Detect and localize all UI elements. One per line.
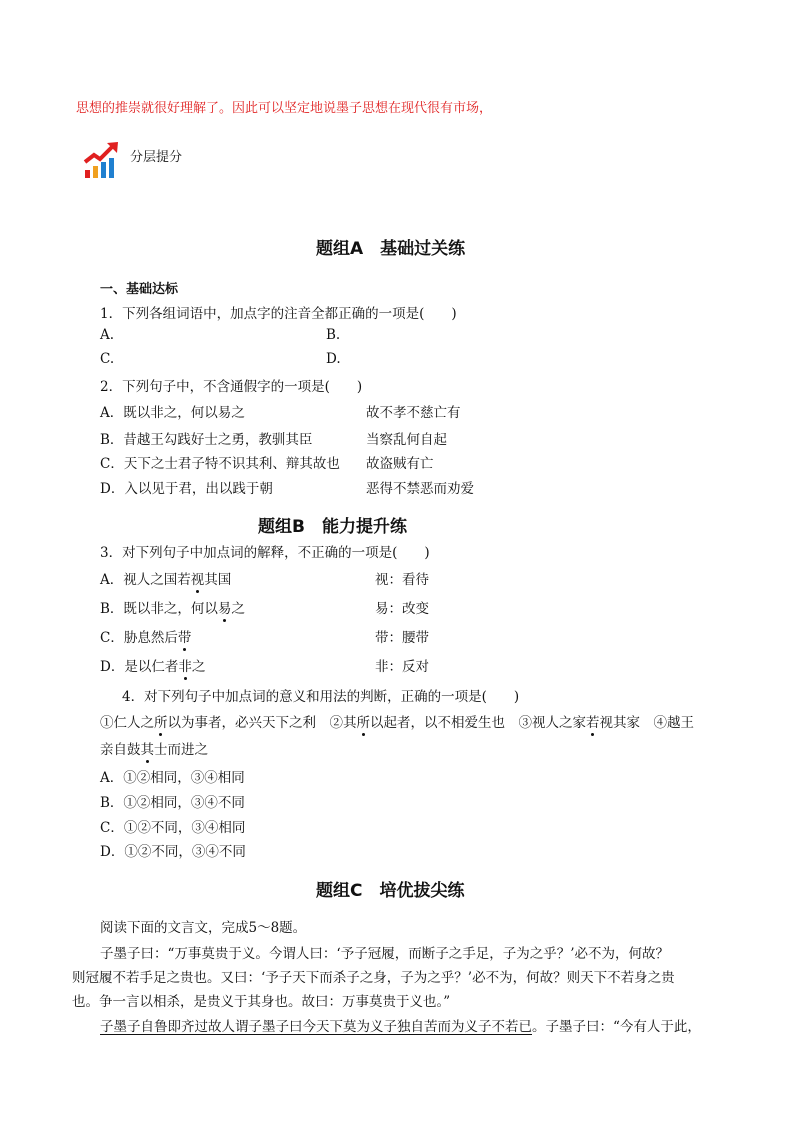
q1-option-a: A.: [100, 327, 115, 343]
q3-option-b: B．既以非之，何以易之: [100, 597, 245, 617]
passage-line-2: 则冠履不若手足之贵也。又曰：‘予子天下而杀子之身，子为之乎？’必不为，何故？则天下不若身之贵: [72, 970, 675, 986]
q2-option-c-right: 故盗贼有亡: [366, 456, 434, 472]
q2-option-d-left: D．入以见于君，出以践于朝: [100, 481, 273, 497]
q4-sentences-line1: ①仁人之所以为事者，必兴天下之利 ②其所以起者，以不相爱生也 ③视人之家若视其家 ④越王: [100, 711, 694, 731]
dotted-char: 视: [191, 568, 205, 588]
group-b-title: 题组B 能力提升练: [258, 517, 407, 537]
passage-line-4: 子墨子自鲁即齐过故人谓子墨子曰今天下莫为义子独自苦而为义子不若已。子墨子曰：“今有人于此，: [100, 1019, 701, 1035]
reading-intro: 阅读下面的文言文，完成5～8题。: [100, 920, 307, 936]
q4-option-d: D．①②不同，③④不同: [100, 844, 246, 860]
q2-option-a-right: 故不孝不慈亡有: [366, 405, 461, 421]
underlined-sentence: 子墨子自鲁即齐过故人谓子墨子曰今天下莫为义子独自苦而为义子不若已: [100, 1019, 532, 1035]
q2-option-c-left: C．天下之士君子特不识其利、辩其故也: [100, 456, 340, 472]
q3-option-d: D．是以仁者非之: [100, 655, 205, 675]
q2-option-d-right: 恶得不禁恶而劝爱: [366, 481, 474, 497]
q2-stem: 2．下列句子中，不含通假字的一项是( ): [100, 379, 363, 395]
q3-option-a-gloss: 视：看待: [375, 572, 429, 588]
q3-option-c: C．胁息然后带: [100, 626, 191, 646]
q1-option-c: C.: [100, 351, 115, 367]
q2-option-a-left: A．既以非之，何以易之: [100, 405, 245, 421]
q4-option-c: C．①②不同，③④相同: [100, 820, 246, 836]
dotted-char: 带: [178, 626, 192, 646]
q4-sentences-line2: 亲自鼓其士而进之: [100, 738, 208, 758]
dotted-char: 所: [154, 711, 168, 731]
q4-stem: 4．对下列句子中加点词的意义和用法的判断，正确的一项是( ): [122, 689, 520, 705]
group-a-title: 题组A 基础过关练: [316, 239, 466, 259]
q1-option-d: D.: [326, 351, 341, 367]
q4-option-b: B．①②相同，③④不同: [100, 795, 245, 811]
q3-option-d-gloss: 非：反对: [375, 659, 429, 675]
q3-option-c-gloss: 带：腰带: [375, 630, 429, 646]
dotted-char: 非: [178, 655, 192, 675]
q3-stem: 3．对下列句子中加点词的解释，不正确的一项是( ): [100, 545, 430, 561]
section-heading: 一、基础达标: [100, 282, 179, 297]
passage-line-3: 也。争一言以相杀，是贵义于其身也。故曰：万事莫贵于义也。”: [72, 994, 451, 1010]
dotted-char: 若: [586, 711, 600, 731]
rising-chart-icon: [82, 140, 122, 180]
q3-option-b-gloss: 易：改变: [375, 601, 429, 617]
section-logo-label: 分层提分: [130, 150, 183, 165]
q2-option-b-left: B．昔越王勾践好士之勇，教驯其臣: [100, 432, 313, 448]
q1-stem: 1．下列各组词语中，加点字的注音全都正确的一项是( ): [100, 306, 457, 322]
top-red-text: 思想的推崇就很好理解了。因此可以坚定地说墨子思想在现代很有市场，: [76, 101, 493, 116]
passage-line-1: 子墨子曰：“万事莫贵于义。今谓人曰：‘予子冠履，而断子之手足，子为之乎？’必不为，何故？: [100, 946, 669, 962]
dotted-char: 其: [141, 738, 155, 758]
q2-option-b-right: 当察乱何自起: [366, 432, 447, 448]
dotted-char: 所: [357, 711, 371, 731]
q1-option-b: B.: [326, 327, 341, 343]
group-c-title: 题组C 培优拔尖练: [316, 881, 465, 901]
q4-option-a: A．①②相同，③④相同: [100, 770, 245, 786]
q3-option-a: A．视人之国若视其国: [100, 568, 231, 588]
dotted-char: 易: [218, 597, 232, 617]
